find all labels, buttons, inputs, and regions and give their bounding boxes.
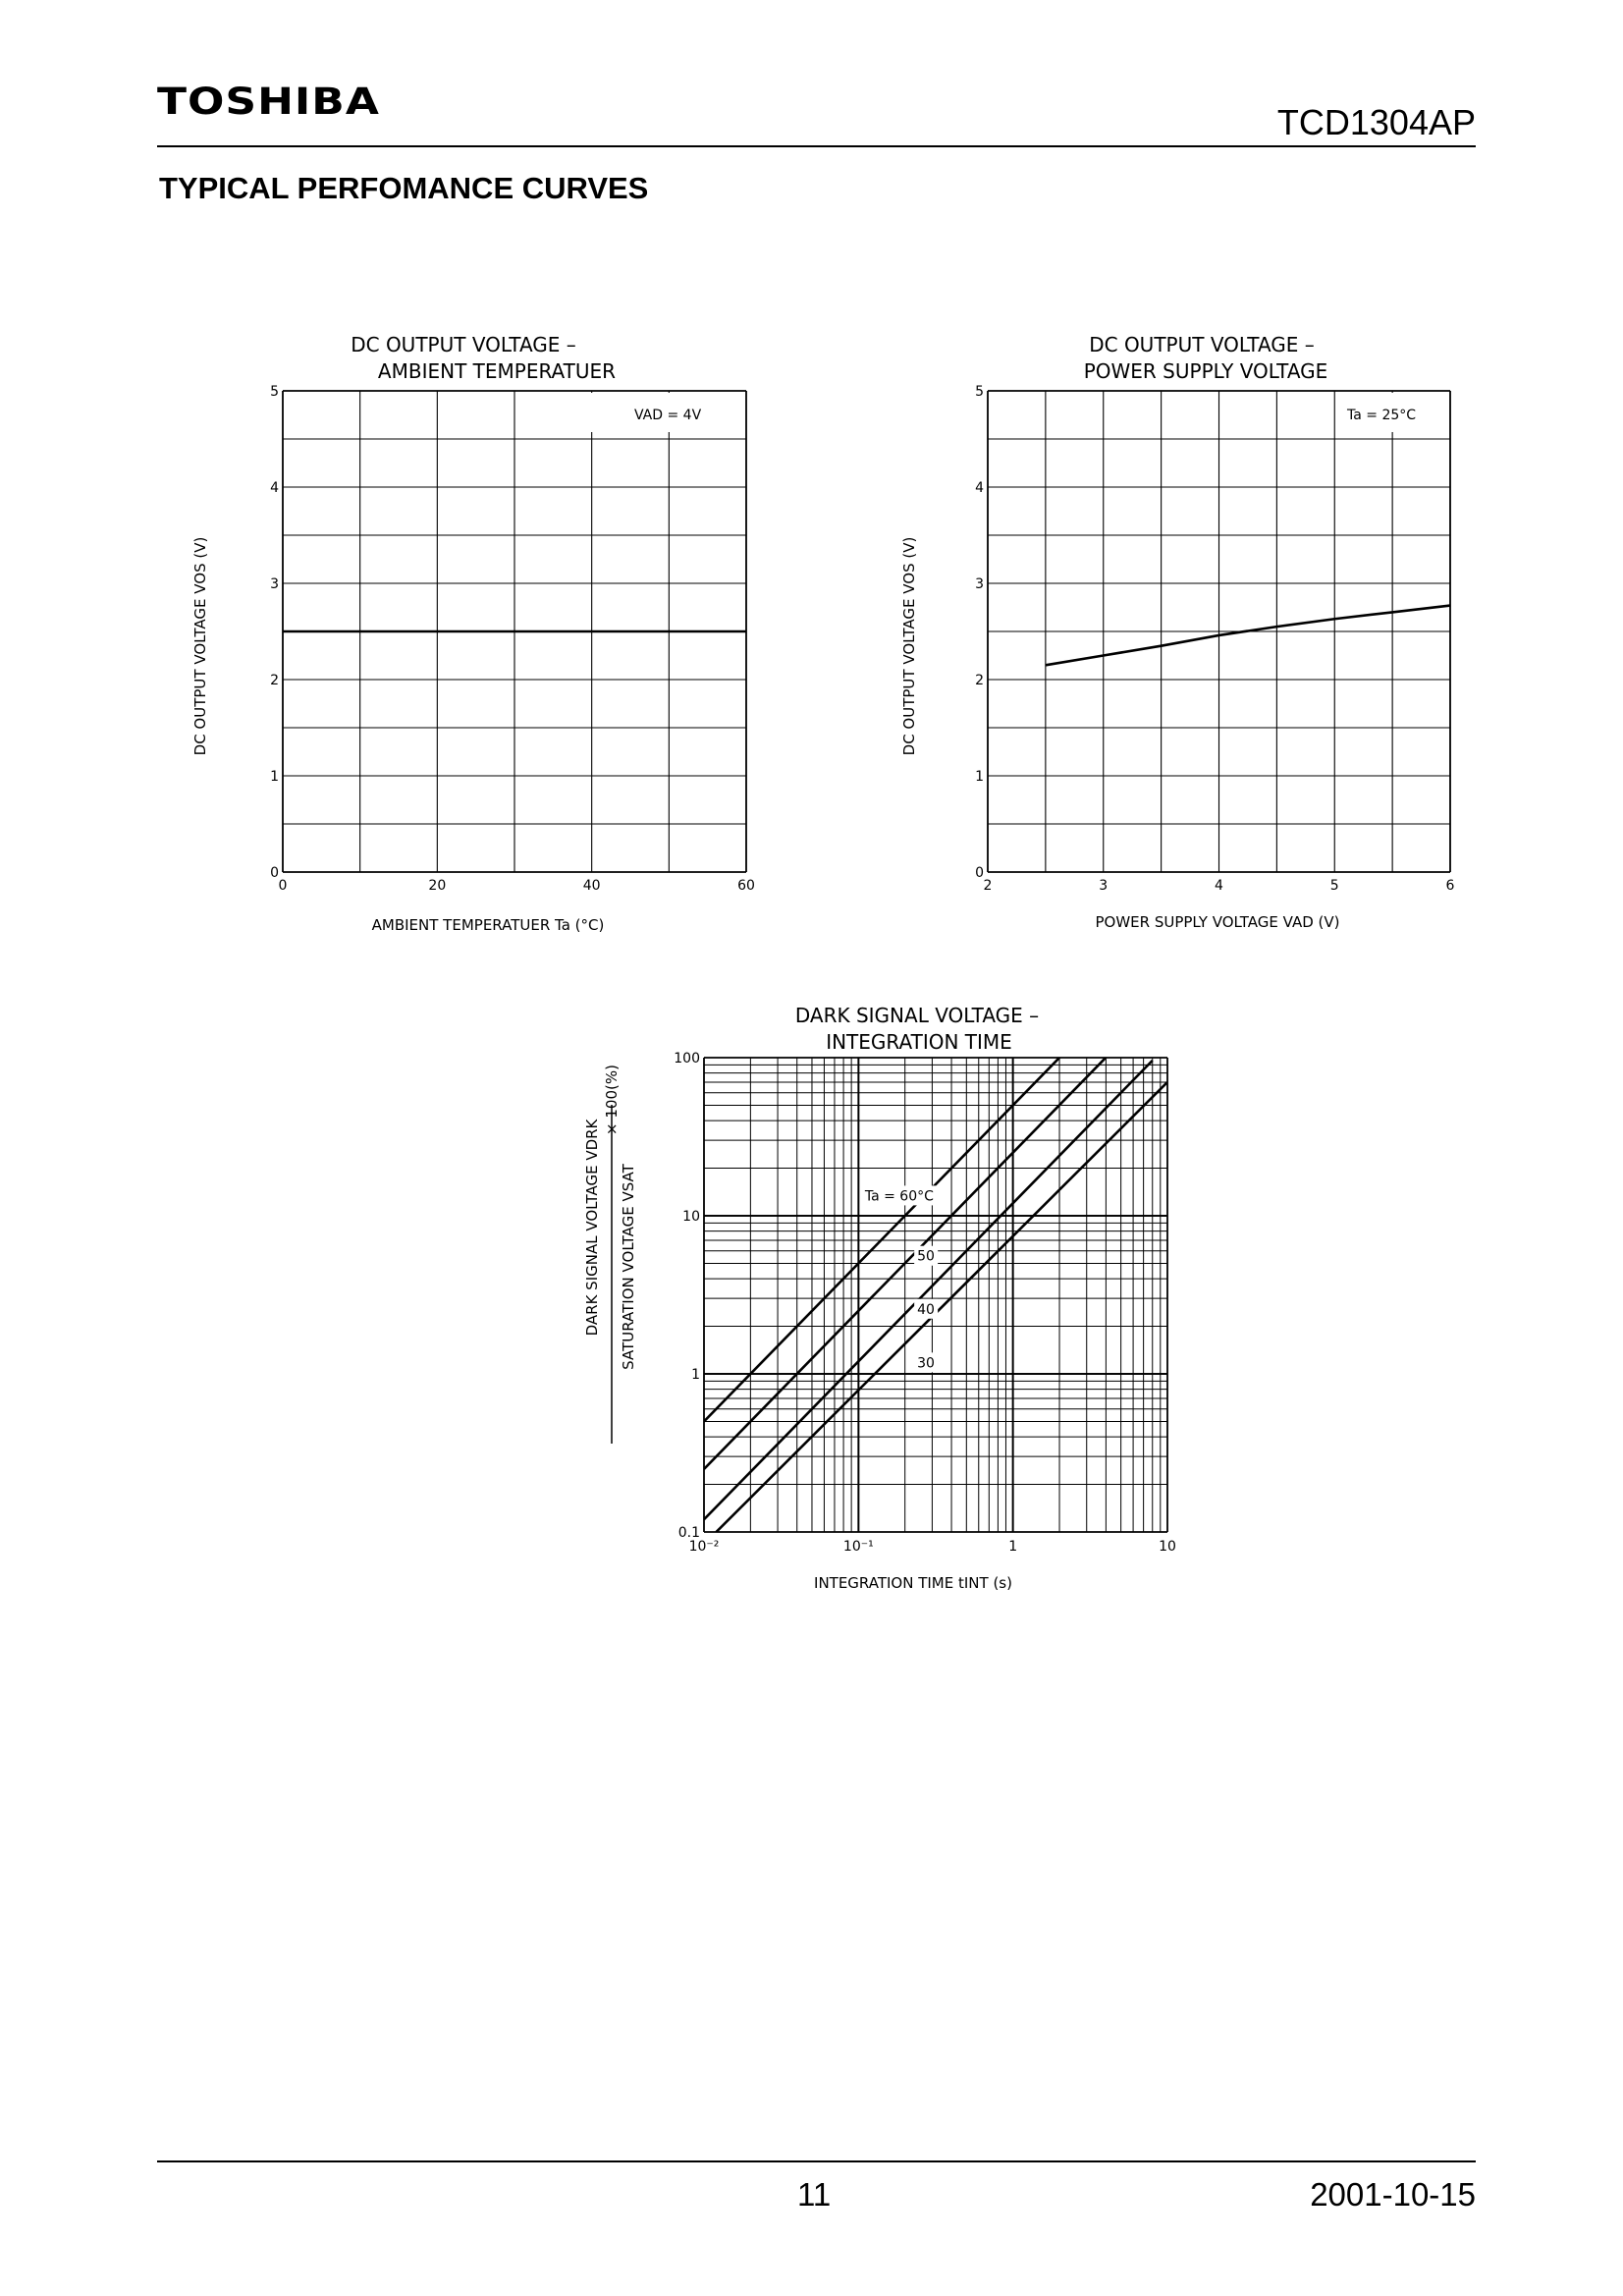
chart3-grid bbox=[704, 1058, 1167, 1532]
chart2-x-ticks bbox=[984, 878, 1455, 894]
chart-dark-signal-vs-integration bbox=[579, 997, 1198, 1625]
chart3-y-ticks bbox=[674, 1051, 700, 1541]
chart-vos-vs-supply bbox=[893, 324, 1483, 943]
y-tick-label: 0 bbox=[975, 865, 984, 881]
x-tick-label: 6 bbox=[1445, 878, 1455, 894]
y-tick-label: 0.1 bbox=[677, 1525, 700, 1541]
footer-rule bbox=[157, 2160, 1476, 2162]
chart1-title-line1: DC OUTPUT VOLTAGE – bbox=[351, 333, 576, 356]
chart2-annotation: Ta = 25°C bbox=[1347, 408, 1417, 423]
x-tick-label: 4 bbox=[1215, 878, 1223, 894]
y-tick-label: 5 bbox=[975, 384, 984, 400]
toshiba-logo: TOSHIBA bbox=[157, 81, 380, 124]
series-line-0 bbox=[704, 1030, 1087, 1422]
y-tick-label: 0 bbox=[270, 865, 279, 881]
x-tick-label: 10⁻² bbox=[688, 1539, 720, 1555]
y-tick-label: 3 bbox=[975, 576, 984, 592]
chart-vos-vs-temperature bbox=[191, 324, 785, 943]
y-tick-label: 5 bbox=[270, 384, 279, 400]
x-tick-label: 2 bbox=[983, 878, 993, 894]
section-title: TYPICAL PERFOMANCE CURVES bbox=[159, 171, 649, 205]
chart1-x-ticks bbox=[279, 878, 755, 894]
y-tick-label: 4 bbox=[270, 480, 279, 496]
chart3-x-ticks bbox=[689, 1539, 1176, 1555]
chart2-title-line1: DC OUTPUT VOLTAGE – bbox=[1089, 333, 1315, 356]
chart3-ylabel-denominator: SATURATION VOLTAGE VSAT bbox=[620, 1164, 637, 1370]
x-tick-label: 0 bbox=[278, 878, 288, 894]
series-label-2: 40 bbox=[917, 1301, 935, 1318]
x-tick-label: 10 bbox=[1159, 1539, 1176, 1555]
chart2-title-line2: POWER SUPPLY VOLTAGE bbox=[1083, 359, 1328, 383]
x-tick-label: 1 bbox=[1008, 1539, 1018, 1555]
y-tick-label: 2 bbox=[975, 673, 984, 688]
chart3-title-line1: DARK SIGNAL VOLTAGE – bbox=[794, 1004, 1040, 1027]
x-tick-label: 3 bbox=[1099, 878, 1109, 894]
chart3-title-line2: INTEGRATION TIME bbox=[826, 1030, 1012, 1054]
y-tick-label: 2 bbox=[270, 673, 279, 688]
series-label-3: 30 bbox=[917, 1355, 935, 1372]
series-line-2 bbox=[704, 1061, 1153, 1519]
x-tick-label: 40 bbox=[582, 878, 601, 894]
chart1-ylabel: DC OUTPUT VOLTAGE VOS (V) bbox=[191, 536, 209, 756]
x-tick-label: 20 bbox=[428, 878, 447, 894]
y-tick-label: 3 bbox=[270, 576, 279, 592]
y-tick-label: 10 bbox=[682, 1209, 700, 1225]
chart2-y-ticks bbox=[975, 384, 984, 881]
series-line-3 bbox=[716, 1082, 1167, 1532]
series-label-1: 50 bbox=[917, 1248, 935, 1265]
part-number: TCD1304AP bbox=[1276, 102, 1476, 142]
chart2-series-line bbox=[1046, 606, 1450, 666]
chart3-ylabel-multiplier: × 100(%) bbox=[603, 1065, 621, 1135]
header-rule bbox=[157, 145, 1476, 147]
chart1-title-line2: AMBIENT TEMPERATUER bbox=[377, 359, 617, 383]
page-number: 11 bbox=[797, 2176, 832, 2213]
series-label-0: Ta = 60°C bbox=[864, 1188, 934, 1205]
footer-date: 2001-10-15 bbox=[1310, 2176, 1476, 2213]
chart1-y-ticks bbox=[270, 384, 279, 881]
y-tick-label: 1 bbox=[975, 769, 984, 785]
x-tick-label: 10⁻¹ bbox=[842, 1539, 874, 1555]
chart3-ylabel-numerator: DARK SIGNAL VOLTAGE VDRK bbox=[583, 1119, 601, 1337]
y-tick-label: 100 bbox=[674, 1051, 700, 1066]
chart2-ylabel: DC OUTPUT VOLTAGE VOS (V) bbox=[900, 536, 918, 756]
y-tick-label: 1 bbox=[691, 1367, 700, 1383]
x-tick-label: 60 bbox=[737, 878, 755, 894]
y-tick-label: 1 bbox=[270, 769, 279, 785]
x-tick-label: 5 bbox=[1329, 878, 1339, 894]
chart2-xlabel: POWER SUPPLY VOLTAGE VAD (V) bbox=[1095, 913, 1340, 931]
chart1-xlabel: AMBIENT TEMPERATUER Ta (°C) bbox=[371, 916, 605, 934]
chart2-grid bbox=[988, 391, 1450, 872]
y-tick-label: 4 bbox=[975, 480, 984, 496]
chart1-annotation: VAD = 4V bbox=[634, 408, 702, 423]
chart3-xlabel: INTEGRATION TIME tINT (s) bbox=[814, 1574, 1012, 1592]
